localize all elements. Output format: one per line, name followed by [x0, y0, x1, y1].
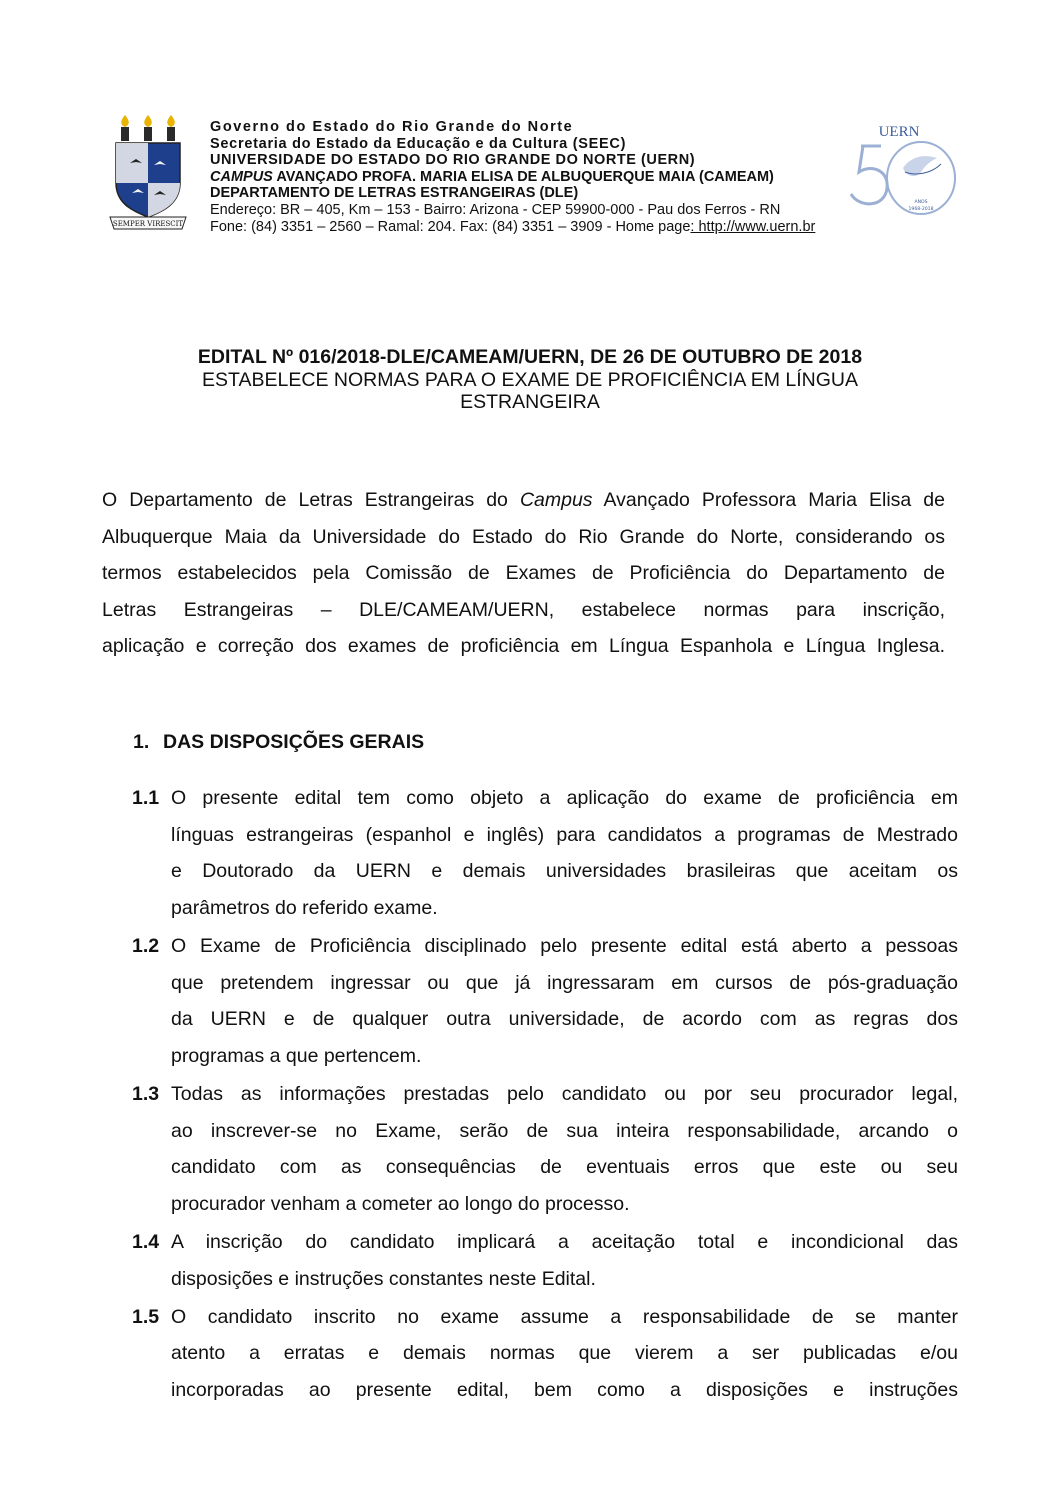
- intro-line: Letras Estrangeiras – DLE/CAMEAM/UERN, estabelece normas para inscrição,: [102, 598, 945, 621]
- clause-number: 1.1: [132, 787, 160, 809]
- intro-line: aplicação e correção dos exames de proficiência em Língua Espanhola e Língua Inglesa.: [102, 635, 945, 658]
- edital-number-title: EDITAL Nº 016/2018-DLE/CAMEAM/UERN, DE 26 DE OUTUBRO DE 2018: [197, 346, 863, 368]
- clause-line: atento a erratas e demais normas que vierem a ser publicadas e/ou: [171, 1342, 958, 1365]
- uern-logo-anos: ANOS: [914, 200, 928, 205]
- section-heading: [133, 731, 424, 754]
- clause-item: [132, 780, 958, 926]
- header-contact: [210, 219, 910, 236]
- intro-text: O Departamento de Letras Estrangeiras do: [102, 489, 520, 511]
- clause-line: O candidato inscrito no exame assume a responsabilidade de se manter: [171, 1305, 958, 1328]
- clause-line: procurador venham a cometer ao longo do processo.: [171, 1192, 630, 1215]
- intro-paragraph: [102, 482, 945, 665]
- clause-line: línguas estrangeiras (espanhol e inglês) para candidatos a programas de Mestrado: [171, 823, 958, 846]
- clause-line: candidato com as consequências de eventuais erros que este ou seu: [171, 1156, 958, 1179]
- torch-icon: [121, 115, 129, 141]
- intro-line: Albuquerque Maia da Universidade do Estado do Rio Grande do Norte, considerando os: [102, 525, 945, 548]
- clause-number: 1.3: [132, 1082, 160, 1105]
- uern-logo-text: UERN: [878, 124, 920, 140]
- clause-line: programas a que pertencem.: [171, 1044, 422, 1067]
- clause-line: incorporadas ao presente edital, bem como a disposições e instruções: [171, 1378, 958, 1401]
- institution-header: [210, 119, 910, 235]
- homepage-link[interactable]: : http://www.uern.br: [690, 218, 816, 235]
- clause-line: e Doutorado da UERN e demais universidades brasileiras que aceitam os: [171, 860, 958, 883]
- header-campus-name: AVANÇADO PROFA. MARIA ELISA DE ALBUQUERQUE MAIA (CAMEAM): [272, 168, 774, 185]
- clause-line: parâmetros do referido exame.: [171, 896, 438, 919]
- clause-number: 1.2: [132, 934, 160, 957]
- section-items: [132, 780, 958, 1408]
- header-address: Endereço: BR – 405, Km – 153 - Bairro: Arizona - CEP 59900-000 - Pau dos Ferros - RN: [210, 201, 781, 218]
- clause-line: Todas as informações prestadas pelo candidato ou por seu procurador legal,: [171, 1082, 958, 1105]
- section-number: 1.: [133, 731, 150, 753]
- edital-subject-line-2: ESTRANGEIRA: [460, 391, 600, 413]
- clause-number: 1.4: [132, 1230, 160, 1253]
- clause-number: 1.5: [132, 1305, 160, 1328]
- clause-line: A inscrição do candidato implicará a aceitação total e incondicional das: [171, 1230, 958, 1253]
- edital-subject-line-1: ESTABELECE NORMAS PARA O EXAME DE PROFICIÊNCIA EM LÍNGUA: [202, 368, 858, 391]
- header-secretariat: Secretaria do Estado da Educação e da Cultura (SEEC): [210, 135, 627, 152]
- crest-motto: SEMPER VIRESCIT: [112, 220, 184, 228]
- clause-line: ao inscrever-se no Exame, serão de sua inteira responsabilidade, arcando o: [171, 1119, 958, 1142]
- header-campus: [210, 169, 910, 186]
- uern-logo-years: 1968-2018: [908, 207, 934, 212]
- edital-title: [100, 346, 960, 414]
- clause-item: [132, 1299, 958, 1409]
- header-university: UNIVERSIDADE DO ESTADO DO RIO GRANDE DO NORTE (UERN): [210, 152, 696, 169]
- clause-item: [132, 928, 958, 1074]
- clause-line: da UERN e de qualquer outra universidade, de acordo com as regras dos: [171, 1008, 958, 1031]
- section-title: DAS DISPOSIÇÕES GERAIS: [163, 731, 425, 753]
- clause-line: O Exame de Proficiência disciplinado pelo presente edital está aberto a pessoas: [171, 934, 958, 957]
- header-department: DEPARTAMENTO DE LETRAS ESTRANGEIRAS (DLE): [210, 185, 579, 202]
- torch-icon: [144, 115, 152, 141]
- intro-line: [102, 482, 945, 519]
- header-campus-italic: CAMPUS: [210, 168, 273, 185]
- clause-item: [132, 1076, 958, 1222]
- clause-line: disposições e instruções constantes neste Edital.: [171, 1267, 596, 1290]
- header-government: Governo do Estado do Rio Grande do Norte: [210, 119, 574, 135]
- torch-icon: [167, 115, 175, 141]
- intro-text: Avançado Professora Maria Elisa de: [592, 489, 945, 511]
- uern-50-years-logo: [845, 120, 960, 220]
- clause-line: que pretendem ingressar ou que já ingressaram em cursos de pós-graduação: [171, 971, 958, 994]
- intro-campus-italic: Campus: [519, 489, 593, 511]
- header-contact-text: Fone: (84) 3351 – 2560 – Ramal: 204. Fax: (84) 3351 – 3909 - Home page: [210, 218, 691, 235]
- clause-item: [132, 1224, 958, 1297]
- uern-crest-logo: [108, 113, 188, 233]
- intro-line: termos estabelecidos pela Comissão de Exames de Proficiência do Departamento de: [102, 562, 945, 585]
- clause-line: O presente edital tem como objeto a aplicação do exame de proficiência em: [171, 787, 958, 809]
